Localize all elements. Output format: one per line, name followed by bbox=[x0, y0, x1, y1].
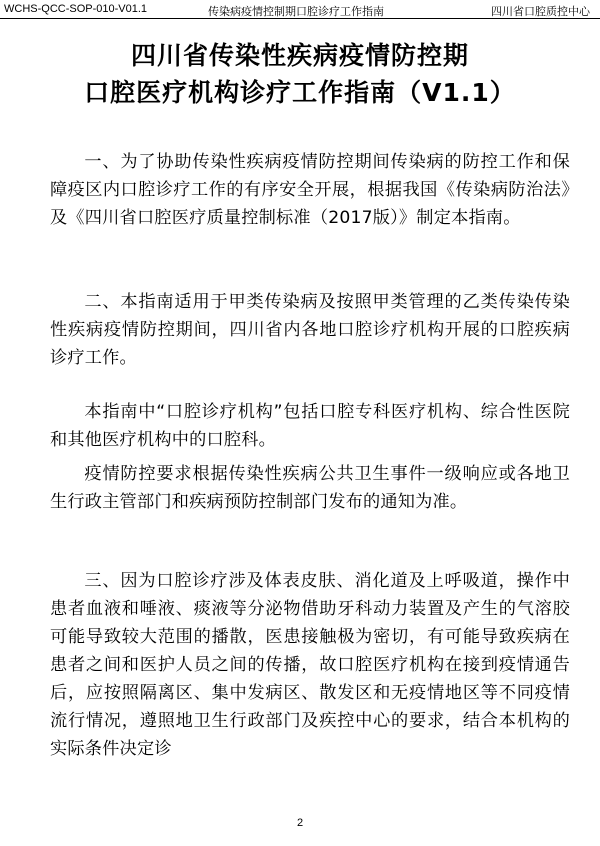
document-code: WCHS-QCC-SOP-010-V01.1 bbox=[4, 3, 148, 15]
paragraph-requirements: 疫情防控要求根据传染性疾病公共卫生事件一级响应或各地卫生行政主管部门和疾病预防控制部门发布的通知为准。 bbox=[50, 464, 570, 512]
paragraph-definition: 本指南中“口腔诊疗机构”包括口腔专科医疗机构、综合性医院和其他医疗机构中的口腔科。 bbox=[50, 402, 570, 450]
document-title-line-2: 口腔医疗机构诊疗工作指南（V1.1） bbox=[84, 78, 516, 107]
paragraph-purpose: 一、为了协助传染性疾病疫情防控期间传染病的防控工作和保障疫区内口腔诊疗工作的有序安全开展，根据我国《传染病防治法》及《四川省口腔医疗质量控制标准（2017版）》制定本指南。 bbox=[50, 152, 570, 228]
paragraph-scope: 二、本指南适用于甲类传染病及按照甲类管理的乙类传染传染性疾病疫情防控期间，四川省内各地口腔诊疗机构开展的口腔疾病诊疗工作。 bbox=[50, 292, 570, 368]
header-title: 传染病疫情控制期口腔诊疗工作指南 bbox=[208, 5, 384, 18]
page-number: 2 bbox=[296, 817, 304, 829]
document-title-line-1: 四川省传染性疾病疫情防控期 bbox=[130, 41, 469, 70]
page-header bbox=[0, 0, 600, 19]
header-organization: 四川省口腔质控中心 bbox=[491, 5, 590, 18]
paragraph-risk: 三、因为口腔诊疗涉及体表皮肤、消化道及上呼吸道，操作中患者血液和唾液、痰液等分泌物借助牙科动力装置及产生的气溶胶可能导致较大范围的播散，医患接触极为密切，有可能导致疾病在患者之间和医护人员之间的传播，故口腔医疗机构在接到疫情通告后，应按照隔离区、集中发病区、散发区和无疫情地区等不同疫情流行情况，遵照地卫生行政部门及疾控中心的要求，结合本机构的实际条件决定诊 bbox=[50, 571, 570, 759]
